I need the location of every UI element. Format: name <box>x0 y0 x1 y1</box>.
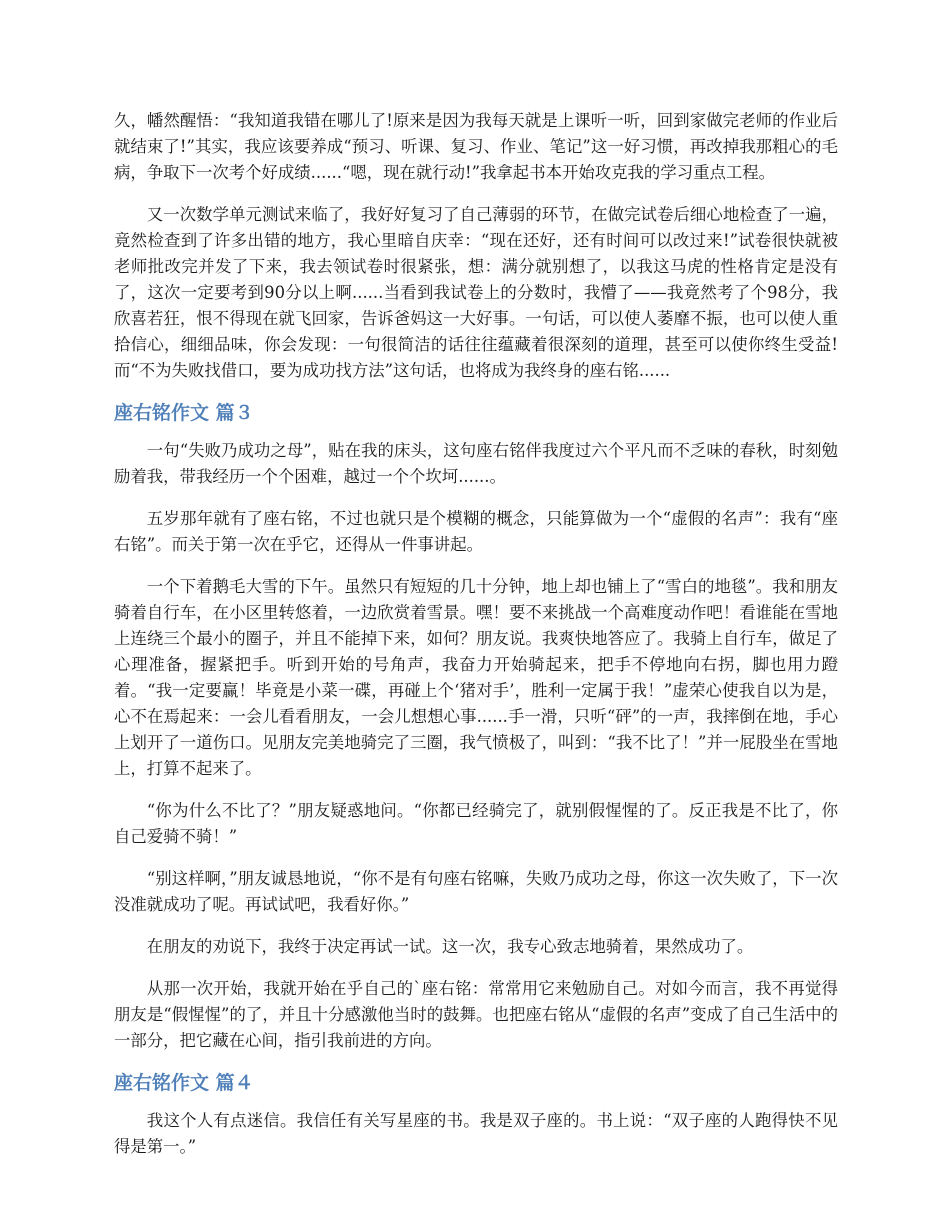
section-heading: 座右铭作文 篇３ <box>114 402 254 424</box>
paragraph: 又一次数学单元测试来临了，我好好复习了自己薄弱的环节，在做完试卷后细心地检查了一遍，竟然检查到了许多出错的地方，我心里暗自庆幸：“现在还好，还有时间可以改过来!”试卷很快就被老师批改完并发了下来，我去领试卷时很紧张，想：满分就别想了，以我这马虎的性格肯定是没有了，这次一定要考到90分以上啊......当看到我试卷上的分数时，我懵了——我竟然考了个98分，我欣喜若狂，恨不得现在就飞回家，告诉爸妈这一大好事。一句话，可以使人萎靡不振，也可以使人重拾信心，细细品味，你会发现：一句很简洁的话往往蕴藏着很深刻的道理，甚至可以使你终生受益!而“不为失败找借口，要为成功找方法”这句话，也将成为我终身的座右铭...... <box>114 205 838 380</box>
paragraph: 久，幡然醒悟：“我知道我错在哪儿了!原来是因为我每天就是上课听一听，回到家做完老师的作业后就结束了!”其实，我应该要养成“预习、听课、复习、作业、笔记”这一好习惯，再改掉我那粗心的毛病，争取下一次考个好成绩......“嗯，现在就行动!”我拿起书本开始攻克我的学习重点工程。 <box>114 111 838 182</box>
paragraph: 一句“失败乃成功之母”，贴在我的床头，这句座右铭伴我度过六个平凡而不乏味的春秋，时刻勉励着我，带我经历一个个困难，越过一个个坎坷......。 <box>114 441 838 486</box>
paragraph: 五岁那年就有了座右铭，不过也就只是个模糊的概念，只能算做为一个“虚假的名声”：我有“座右铭”。而关于第一次在乎它，还得从一件事讲起。 <box>114 509 838 554</box>
paragraph: 一个下着鹅毛大雪的下午。虽然只有短短的几十分钟，地上却也铺上了“雪白的地毯”。我和朋友骑着自行车，在小区里转悠着，一边欣赏着雪景。嘿！要不来挑战一个高难度动作吧！看谁能在雪地上连绕三个最小的圈子，并且不能掉下来，如何？朋友说。我爽快地答应了。我骑上自行车，做足了心理准备，握紧把手。听到开始的号角声，我奋力开始骑起来，把手不停地向右拐，脚也用力蹬着。“我一定要赢！毕竟是小菜一碟，再碰上个‘猪对手’，胜利一定属于我！”虚荣心使我自以为是，心不在焉起来：一会儿看看朋友，一会儿想想心事......手一滑，只听“砰”的一声，我摔倒在地，手心上划开了一道伤口。见朋友完美地骑完了三圈，我气愤极了，叫到：“我不比了！”并一屁股坐在雪地上，打算不起来了。 <box>114 577 838 778</box>
section-heading: 座右铭作文 篇４ <box>114 1072 254 1094</box>
document-page <box>114 108 838 1176</box>
paragraph: “你为什么不比了？”朋友疑惑地问。“你都已经骑完了，就别假惺惺的了。反正我是不比了，你自己爱骑不骑！” <box>114 801 838 846</box>
paragraph: 在朋友的劝说下，我终于决定再试一试。这一次，我专心致志地骑着，果然成功了。 <box>146 937 754 956</box>
paragraph: 我这个人有点迷信。我信任有关写星座的书。我是双子座的。书上说：“双子座的人跑得快不见得是第一。” <box>114 1111 838 1156</box>
paragraph: 从那一次开始，我就开始在乎自己的`座右铭：常常用它来勉励自己。对如今而言，我不再觉得朋友是“假惺惺”的了，并且十分感激他当时的鼓舞。也把座右铭从“虚假的名声”变成了自己生活中的一部分，把它藏在心间，指引我前进的方向。 <box>114 979 838 1050</box>
paragraph: “别这样啊，”朋友诚恳地说，“你不是有句座右铭嘛，失败乃成功之母，你这一次失败了，下一次没准就成功了呢。再试试吧，我看好你。” <box>114 869 838 914</box>
